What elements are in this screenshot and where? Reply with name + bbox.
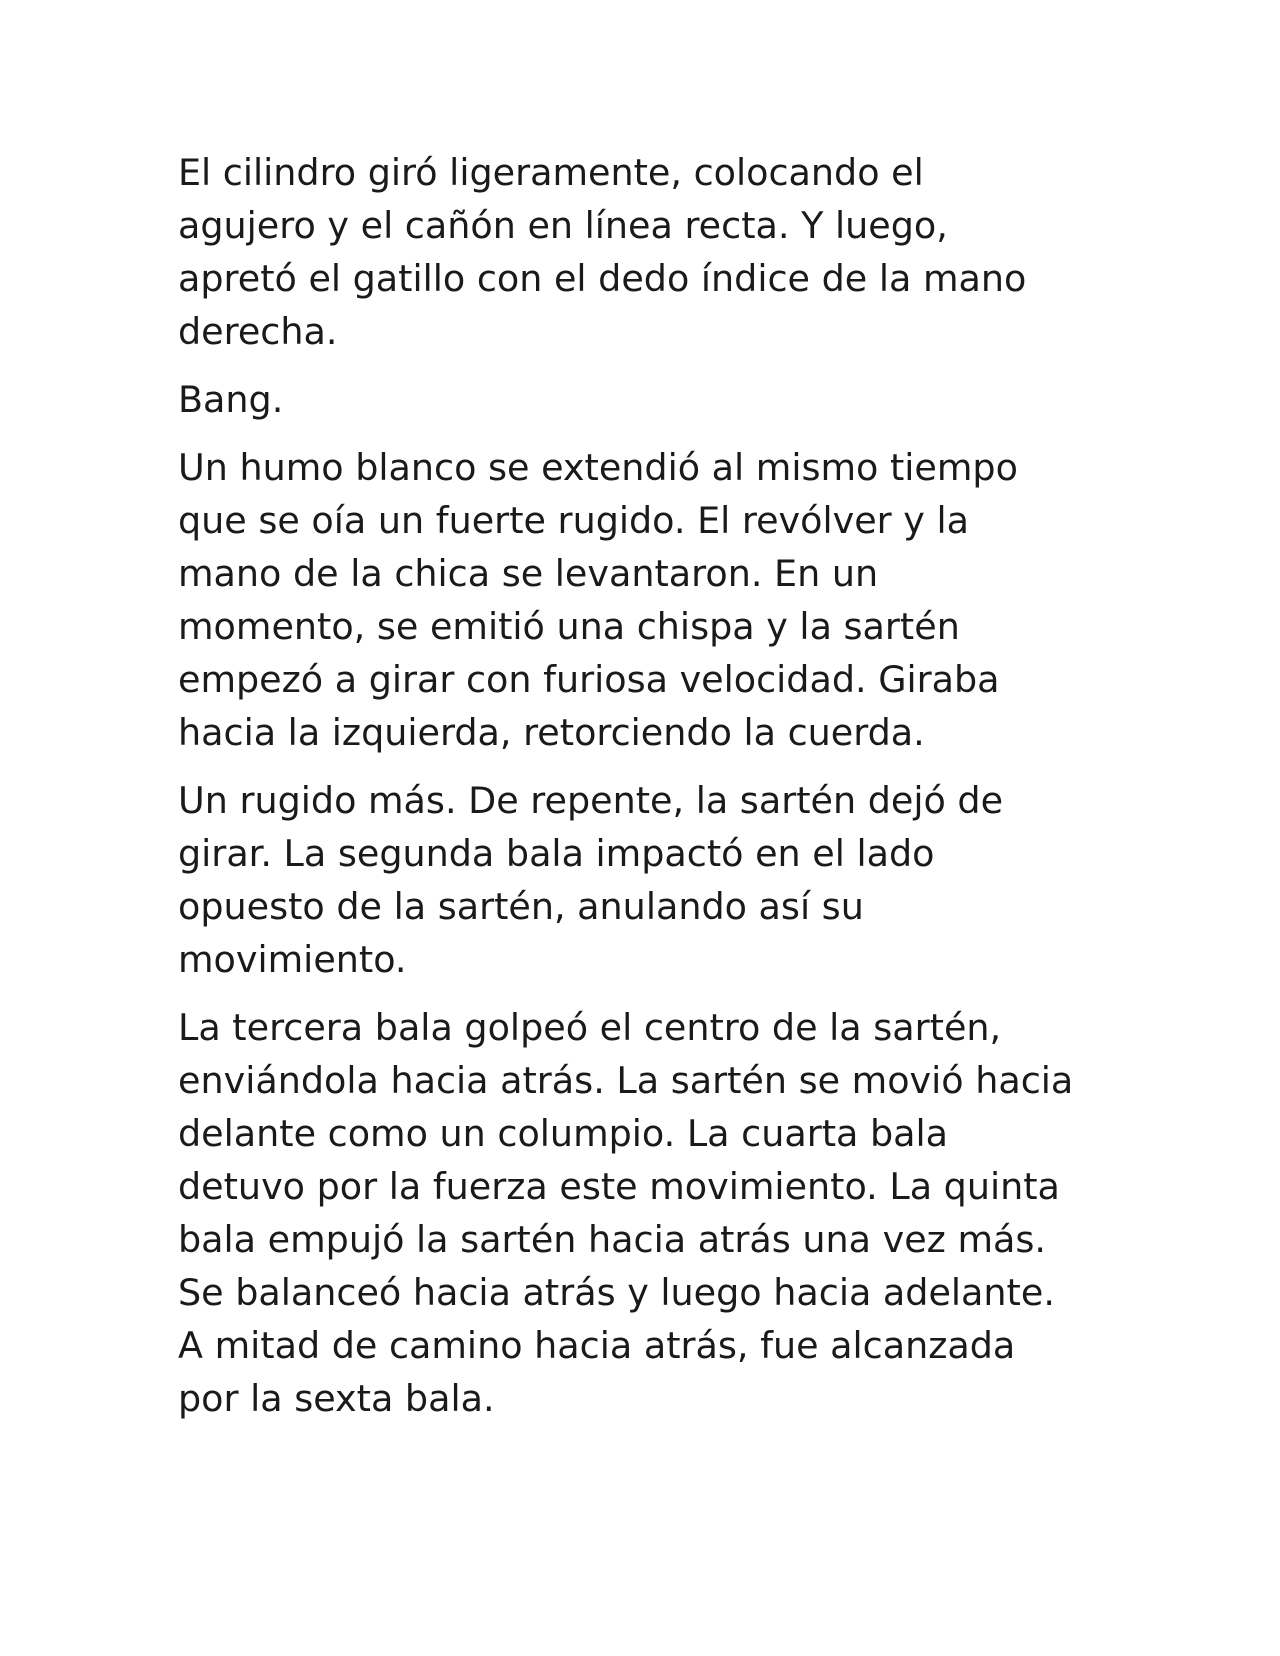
text-line: empezó a girar con furiosa velocidad. Giraba [178, 658, 1000, 701]
paragraph-5 [178, 1001, 1118, 1425]
text-line: opuesto de la sartén, anulando así su [178, 885, 864, 928]
text-line: momento, se emitió una chispa y la sartén [178, 605, 960, 648]
text-line: bala empujó la sartén hacia atrás una vez más. [178, 1218, 1046, 1261]
paragraph-4 [178, 774, 1118, 986]
text-line: A mitad de camino hacia atrás, fue alcanzada [178, 1324, 1016, 1367]
text-line: girar. La segunda bala impactó en el lado [178, 832, 935, 875]
text-line: movimiento. [178, 938, 407, 981]
text-line: El cilindro giró ligeramente, colocando el [178, 151, 924, 194]
text-line: Un rugido más. De repente, la sartén dejó de [178, 779, 1004, 822]
text-line: delante como un columpio. La cuarta bala [178, 1112, 949, 1155]
text-line: apretó el gatillo con el dedo índice de la mano [178, 257, 1027, 300]
text-line: Se balanceó hacia atrás y luego hacia adelante. [178, 1271, 1055, 1314]
text-line: agujero y el cañón en línea recta. Y luego, [178, 204, 948, 247]
text-line: La tercera bala golpeó el centro de la sartén, [178, 1006, 1002, 1049]
paragraph-3 [178, 441, 1118, 759]
text-line: derecha. [178, 310, 338, 353]
paragraph-1 [178, 146, 1118, 358]
document-page [178, 146, 1118, 1440]
text-line: que se oía un fuerte rugido. El revólver y la [178, 499, 969, 542]
text-line: detuvo por la fuerza este movimiento. La quinta [178, 1165, 1060, 1208]
text-line: Un humo blanco se extendió al mismo tiempo [178, 446, 1018, 489]
text-line: por la sexta bala. [178, 1377, 495, 1420]
text-line: enviándola hacia atrás. La sartén se movió hacia [178, 1059, 1074, 1102]
text-line: hacia la izquierda, retorciendo la cuerda. [178, 711, 925, 754]
text-line: mano de la chica se levantaron. En un [178, 552, 879, 595]
paragraph-2 [178, 373, 1118, 426]
text-line: Bang. [178, 378, 284, 421]
